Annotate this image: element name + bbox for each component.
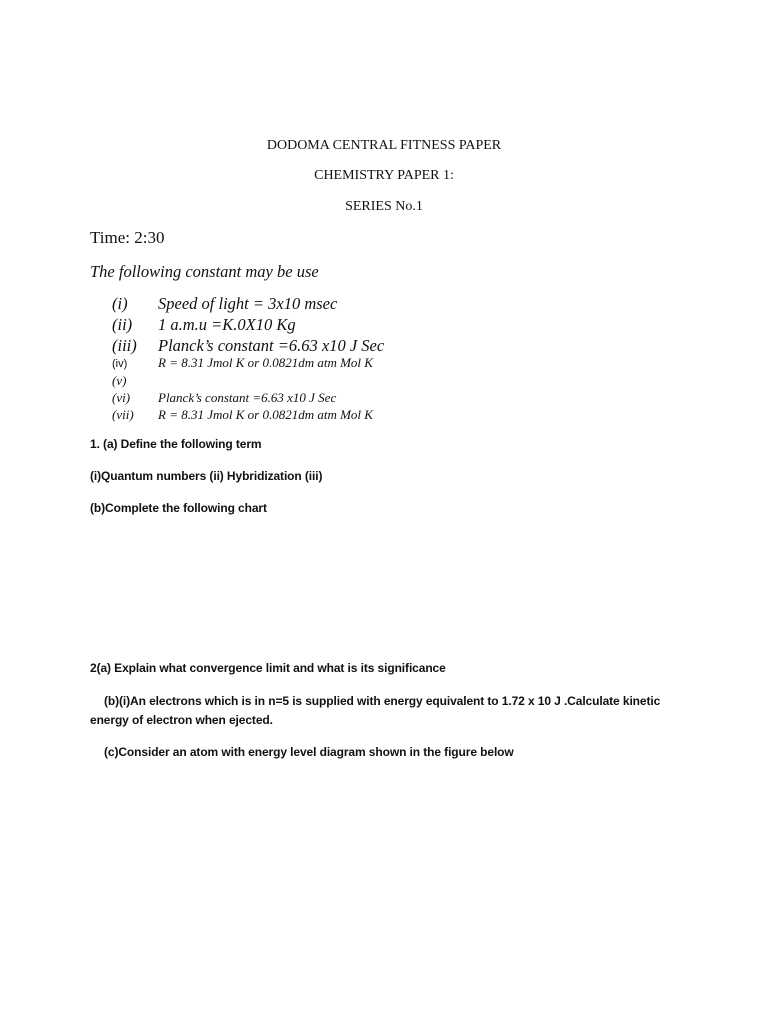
constant-text: R = 8.31 Jmol K or 0.0821dm atm Mol K [158,407,373,422]
question-2a: 2(a) Explain what convergence limit and what is its significance [90,661,446,675]
constant-item-iii [112,336,384,356]
constant-text: R = 8.31 Jmol K or 0.0821dm atm Mol K [158,355,373,370]
constants-heading: The following constant may be use [90,262,319,281]
question-1b: (b)Complete the following chart [90,501,267,515]
constant-item-vii [112,407,373,423]
constant-item-iv [112,355,373,371]
constant-text: Planck’s constant =6.63 x10 J Sec [158,390,337,405]
exam-time: Time: 2:30 [90,228,165,247]
constant-number: (iv) [112,358,128,370]
constant-item-v [112,373,158,389]
constant-item-i [112,294,337,314]
question-2b-line2: energy of electron when ejected. [90,713,273,727]
constant-text: Speed of light = 3x10 msec [158,294,338,313]
constant-item-vi [112,390,336,406]
constant-number: (v) [112,373,127,388]
question-2b-line1: (b)(i)An electrons which is in n=5 is supplied with energy equivalent to 1.72 x 10 J .Calculate kinetic [104,694,661,708]
paper-title: DODOMA CENTRAL FITNESS PAPER [266,138,502,153]
constant-number: (vi) [112,390,131,405]
constant-number: (vii) [112,407,134,422]
paper-series: SERIES No.1 [345,199,423,214]
question-1a-items: (i)Quantum numbers (ii) Hybridization (iii) [90,469,323,483]
paper-subject: CHEMISTRY PAPER 1: [314,168,454,183]
question-2b [90,692,690,730]
constant-text: 1 a.m.u =K.0X10 Kg [158,315,296,334]
constant-number: (ii) [112,315,133,334]
constant-item-ii [112,315,296,335]
question-1a: 1. (a) Define the following term [90,437,262,451]
question-2c: (c)Consider an atom with energy level diagram shown in the figure below [104,745,514,759]
constant-number: (i) [112,294,128,313]
constant-number: (iii) [112,336,137,355]
constant-text: Planck’s constant =6.63 x10 J Sec [158,336,385,355]
